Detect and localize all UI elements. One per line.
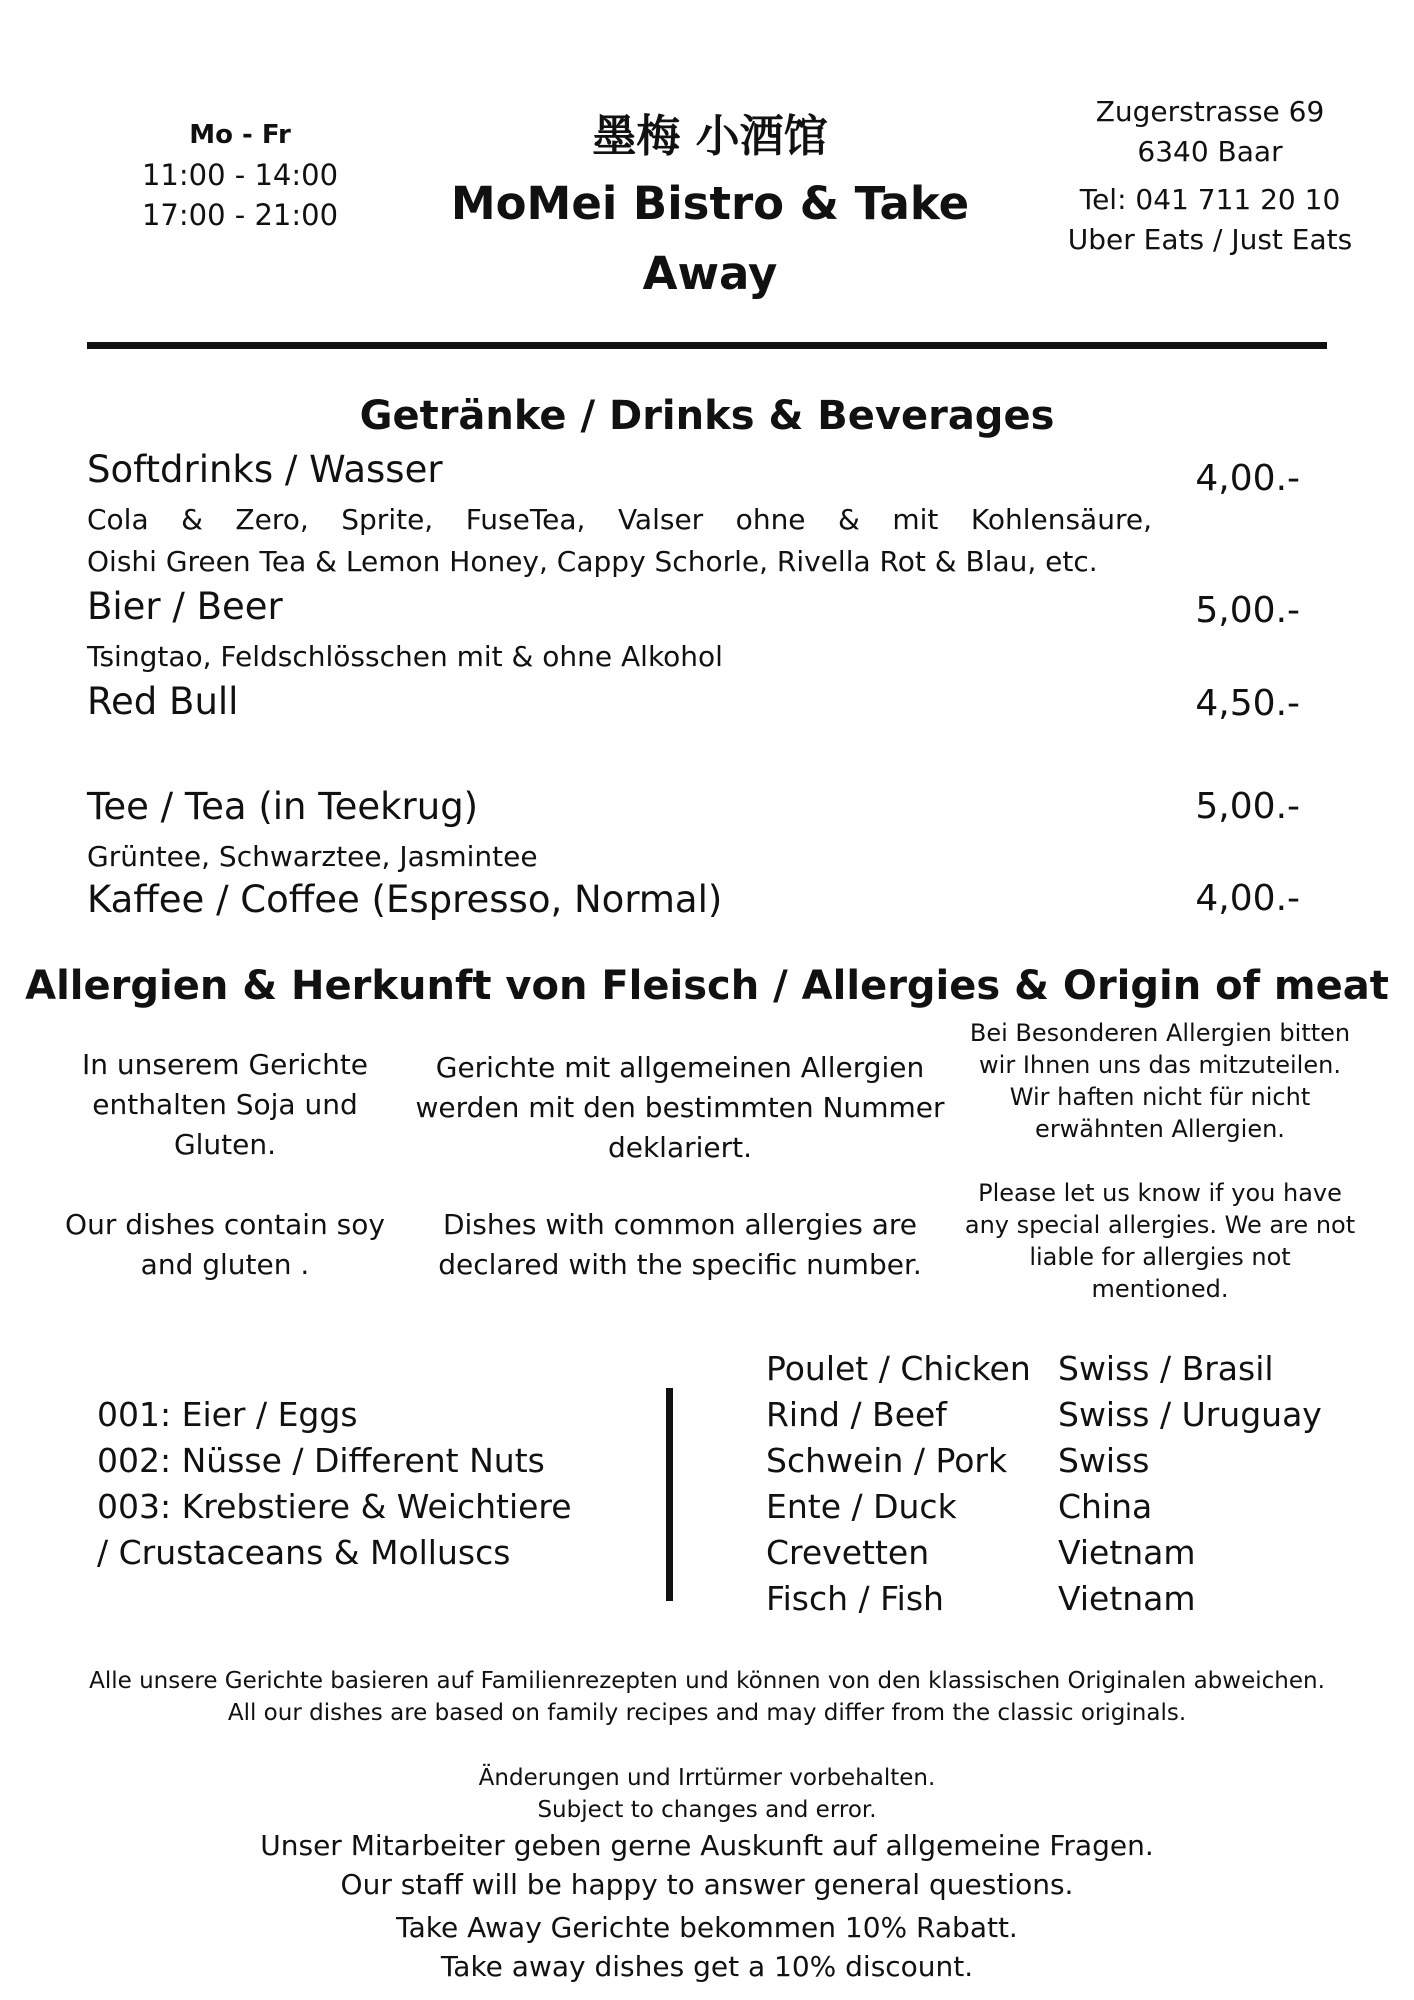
desc-softdrinks-line2: Oishi Green Tea & Lemon Honey, Cappy Schorle, Rivella Rot & Blau, etc.: [87, 545, 1098, 578]
hours-days: Mo - Fr: [189, 120, 291, 150]
origin-duck: China: [1058, 1487, 1153, 1526]
footer-changes-de: Änderungen und Irrtürmer vorbehalten.: [478, 1765, 936, 1791]
allergy-col-special: [960, 1017, 1360, 1305]
hours-lunch: 11:00 - 14:00: [141, 158, 339, 192]
footer-staff-en: Our staff will be happy to answer general questions.: [340, 1868, 1074, 1901]
meat-duck: Ente / Duck: [766, 1487, 957, 1526]
price-coffee: 4,00.-: [1195, 878, 1300, 919]
restaurant-brand: [380, 105, 1040, 309]
allergy-col-special-en-3: liable for allergies not: [1029, 1243, 1291, 1271]
meat-beef: Rind / Beef: [766, 1395, 947, 1434]
address-city: 6340 Baar: [1137, 135, 1283, 168]
item-red-bull: Red Bull: [87, 680, 239, 723]
allergy-col-numbers-en-1: Dishes with common allergies are: [442, 1208, 918, 1241]
footer-changes-en: Subject to changes and error.: [537, 1797, 877, 1823]
allergen-code-eggs: 001: Eier / Eggs: [97, 1395, 358, 1434]
meat-types-list: [766, 1346, 1031, 1622]
allergy-col-soy-de-3: Gluten.: [173, 1128, 277, 1161]
allergy-col-soy-en-1: Our dishes contain soy: [65, 1208, 385, 1241]
item-softdrinks: Softdrinks / Wasser: [87, 448, 443, 491]
price-softdrinks: 4,00.-: [1195, 458, 1300, 499]
price-tea: 5,00.-: [1195, 786, 1300, 827]
allergy-col-numbers-en-2: declared with the specific number.: [438, 1248, 922, 1281]
address-street: Zugerstrasse 69: [1095, 95, 1325, 128]
allergy-col-soy-en-2: and gluten .: [140, 1248, 310, 1281]
allergy-col-soy: [50, 1045, 400, 1285]
allergy-col-special-de-4: erwähnten Allergien.: [1035, 1115, 1285, 1143]
origin-chicken: Swiss / Brasil: [1058, 1349, 1274, 1388]
price-red-bull: 4,50.-: [1195, 683, 1300, 724]
allergen-code-crustaceans-en: / Crustaceans & Molluscs: [97, 1533, 511, 1572]
allergy-col-numbers-de-3: deklariert.: [607, 1131, 753, 1164]
footer-staff-de: Unser Mitarbeiter geben gerne Auskunft auf allgemeine Fragen.: [260, 1829, 1154, 1862]
footer-discount-en: Take away dishes get a 10% discount.: [440, 1950, 974, 1983]
footer-recipes-de: Alle unsere Gerichte basieren auf Familienrezepten und können von den klassischen Originalen abweichen.: [89, 1668, 1325, 1694]
drinks-section-title: Getränke / Drinks & Beverages: [359, 393, 1055, 439]
restaurant-name-chinese: 墨梅 小酒馆: [592, 111, 828, 162]
delivery-services: Uber Eats / Just Eats: [1067, 223, 1353, 256]
allergen-code-nuts: 002: Nüsse / Different Nuts: [97, 1441, 545, 1480]
allergy-col-soy-de-1: In unserem Gerichte: [81, 1048, 369, 1081]
meat-origins-list: [1058, 1346, 1322, 1622]
allergy-col-special-en-1: Please let us know if you have: [978, 1179, 1342, 1207]
phone-number: Tel: 041 711 20 10: [1079, 183, 1341, 216]
allergy-col-special-de-1: Bei Besonderen Allergien bitten: [969, 1019, 1351, 1047]
origin-beef: Swiss / Uruguay: [1058, 1395, 1322, 1434]
meat-fish: Fisch / Fish: [766, 1579, 944, 1618]
footer-recipes-en: All our dishes are based on family recipes and may differ from the classic originals.: [227, 1700, 1187, 1726]
meat-chicken: Poulet / Chicken: [766, 1349, 1031, 1388]
vertical-divider: [666, 1388, 673, 1601]
allergen-code-crustaceans: 003: Krebstiere & Weichtiere: [97, 1487, 572, 1526]
origin-shrimp: Vietnam: [1058, 1533, 1196, 1572]
allergy-col-special-de-3: Wir haften nicht für nicht: [1009, 1083, 1311, 1111]
origin-pork: Swiss: [1058, 1441, 1150, 1480]
restaurant-name: MoMei Bistro & Take Away: [450, 177, 970, 300]
desc-softdrinks-line1: Cola & Zero, Sprite, FuseTea, Valser ohne & mit Kohlensäure,: [87, 503, 1152, 536]
allergies-section-title: Allergien & Herkunft von Fleisch / Allergies & Origin of meat: [25, 963, 1389, 1009]
origin-fish: Vietnam: [1058, 1579, 1196, 1618]
desc-tea: Grüntee, Schwarztee, Jasmintee: [87, 840, 538, 873]
meat-pork: Schwein / Pork: [766, 1441, 1008, 1480]
desc-beer: Tsingtao, Feldschlösschen mit & ohne Alkohol: [87, 640, 723, 673]
item-tea: Tee / Tea (in Teekrug): [87, 785, 479, 828]
meat-shrimp: Crevetten: [766, 1533, 930, 1572]
allergy-col-numbers-de-2: werden mit den bestimmten Nummer: [415, 1091, 945, 1124]
footer-discount-de: Take Away Gerichte bekommen 10% Rabatt.: [396, 1911, 1018, 1944]
hours-dinner: 17:00 - 21:00: [141, 198, 339, 232]
opening-hours: [110, 115, 370, 235]
allergy-col-special-de-2: wir Ihnen uns das mitzuteilen.: [979, 1051, 1341, 1079]
allergy-col-soy-de-2: enthalten Soja und: [92, 1088, 358, 1121]
allergy-col-numbers: [410, 1048, 950, 1285]
item-coffee: Kaffee / Coffee (Espresso, Normal): [87, 878, 723, 921]
allergy-col-special-en-4: mentioned.: [1091, 1275, 1229, 1303]
header-divider: [87, 342, 1327, 349]
address-block: [1045, 92, 1375, 260]
item-beer: Bier / Beer: [87, 585, 283, 628]
price-beer: 5,00.-: [1195, 590, 1300, 631]
allergen-codes-list: [97, 1392, 572, 1576]
allergy-col-special-en-2: any special allergies. We are not: [964, 1211, 1356, 1239]
allergy-col-numbers-de-1: Gerichte mit allgemeinen Allergien: [435, 1051, 925, 1084]
